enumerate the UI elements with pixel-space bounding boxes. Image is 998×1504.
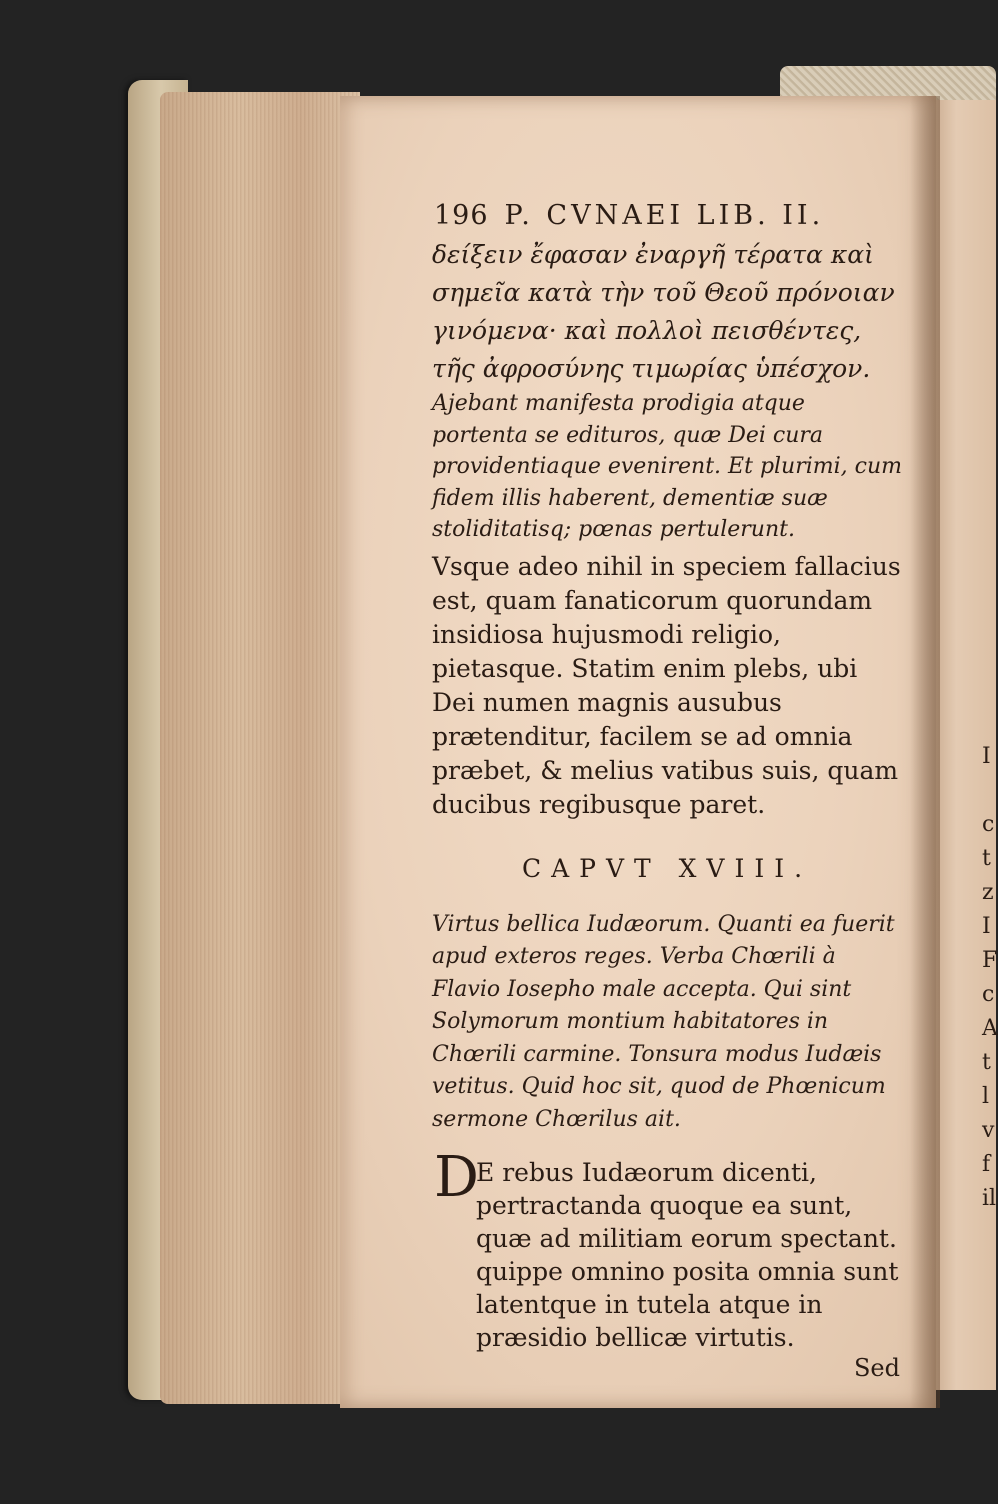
- page-block-edge: [160, 92, 360, 1404]
- facing-page-text-fragment: I c t z I F c A t l v f il: [982, 744, 998, 1211]
- page-gutter: [910, 96, 940, 1408]
- chapter-heading: CAPVT XVIII.: [521, 853, 813, 883]
- chapter-opening-paragraph: [432, 1145, 902, 1354]
- drop-cap: D: [434, 1145, 479, 1210]
- running-head: [434, 196, 902, 236]
- catchword: Sed: [853, 1354, 900, 1382]
- greek-quotation: δείξειν ἔφασαν ἐναργῆ τέρατα καὶ σημεῖα κατὰ τὴν τοῦ Θεοῦ πρόνοιαν γινόμενα· καὶ πολλοὶ πεισθέντες, τῆς ἀφροσύνης τιμωρίας ὑπέσχον.: [432, 240, 895, 383]
- chapter-summary: Virtus bellica Iudæorum. Quanti ea fuerit apud exteros reges. Verba Chœrili à Flavio Iosepho male accepta. Qui sint Solymorum montium habitatores in Chœrili carmine. Tonsura modus Iudæis vetitus. Quid hoc sit, quod de Phœnicum sermone Chœrilus ait.: [432, 911, 895, 1132]
- body-paragraph: Vsque adeo nihil in speciem fallacius est, quam fanaticorum quorundam insidiosa hujusmodi religio, pietasque. Statim enim plebs, ubi Dei numen magnis ausubus prætenditur, facilem se ad omnia præbet, & melius vatibus suis, quam ducibus regibusque paret.: [432, 551, 901, 819]
- page-text-block: [432, 196, 902, 1382]
- opening-text: E rebus Iudæorum dicenti, pertractanda quoque ea sunt, quæ ad militiam eorum spectant. quippe omnino posita omnia sunt latentque in tutela atque in præsidio bellicæ virtutis.: [476, 1158, 899, 1352]
- latin-translation: Ajebant manifesta prodigia atque portenta se edituros, quæ Dei cura providentiaque evenirent. Et plurimi, cum fidem illis haberent, dementiæ suæ stoliditatisq; pœnas pertulerunt.: [432, 391, 903, 542]
- page-number: 196: [434, 200, 489, 231]
- running-title: P. CVNAEI LIB. II.: [504, 200, 825, 231]
